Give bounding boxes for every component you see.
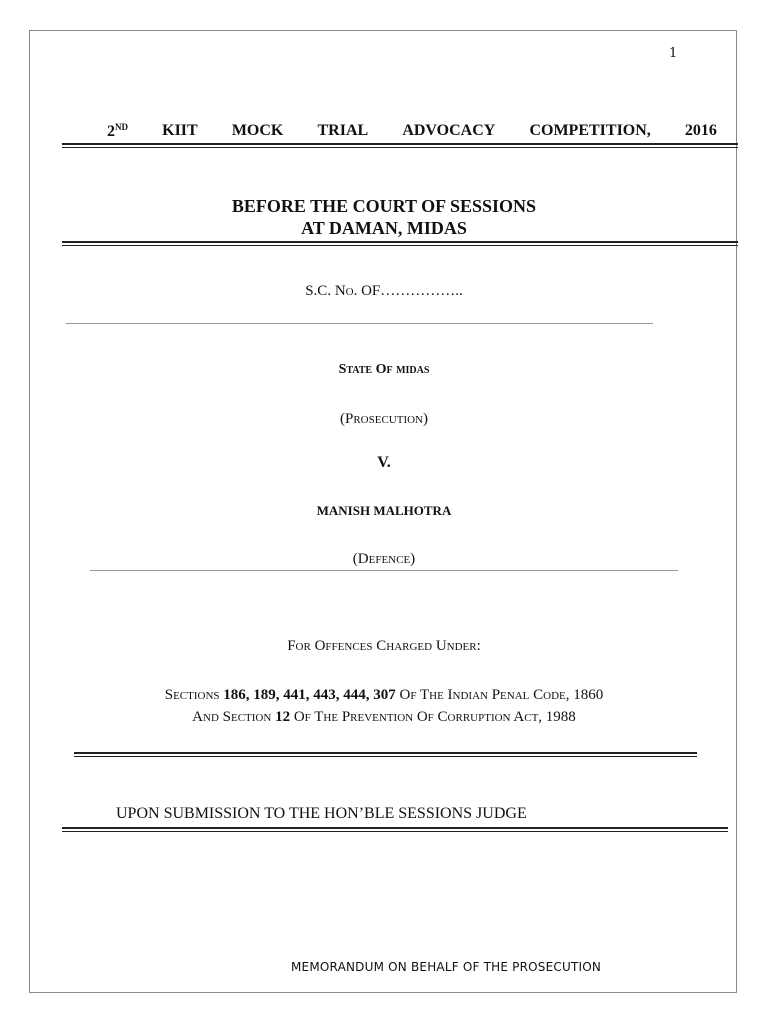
heading-divider bbox=[62, 143, 738, 148]
charges-divider bbox=[74, 752, 697, 757]
court-line-2: AT DAMAN, MIDAS bbox=[301, 218, 467, 238]
charges-sections bbox=[0, 684, 768, 728]
submission-divider bbox=[62, 827, 728, 832]
heading-ordinal: 2ND bbox=[107, 122, 128, 140]
competition-heading bbox=[107, 122, 717, 141]
charges-intro: For Offences Charged Under: bbox=[287, 638, 481, 654]
page-number: 1 bbox=[669, 46, 678, 61]
heading-word: MOCK bbox=[231, 122, 284, 139]
court-divider bbox=[62, 241, 738, 246]
heading-word: COMPETITION, bbox=[529, 122, 651, 139]
heading-word: KIIT bbox=[162, 122, 198, 139]
prosecution-party: State Of midas bbox=[338, 362, 430, 377]
versus-label: V. bbox=[377, 454, 391, 471]
court-title bbox=[0, 195, 768, 239]
heading-word: ADVOCACY bbox=[402, 122, 496, 139]
charges-line-1: Sections 186, 189, 441, 443, 444, 307 Of The Indian Penal Code, 1860 bbox=[164, 687, 604, 703]
case-number-divider bbox=[66, 323, 653, 324]
heading-word: 2016 bbox=[684, 122, 717, 139]
parties-divider bbox=[90, 570, 678, 571]
prosecution-role: (Prosecution) bbox=[339, 411, 428, 427]
charges-line-2: And Section 12 Of The Prevention Of Corruption Act, 1988 bbox=[192, 709, 576, 725]
case-number: S.C. No. OF…………….. bbox=[305, 283, 463, 299]
submission-line: UPON SUBMISSION TO THE HON’BLE SESSIONS JUDGE bbox=[116, 805, 527, 822]
defence-role: (Defence) bbox=[352, 551, 416, 567]
page-footer: MEMORANDUM ON BEHALF OF THE PROSECUTION bbox=[291, 960, 602, 974]
heading-word: TRIAL bbox=[317, 122, 369, 139]
defence-party: MANISH MALHOTRA bbox=[316, 503, 452, 518]
court-line-1: BEFORE THE COURT OF SESSIONS bbox=[231, 196, 537, 216]
